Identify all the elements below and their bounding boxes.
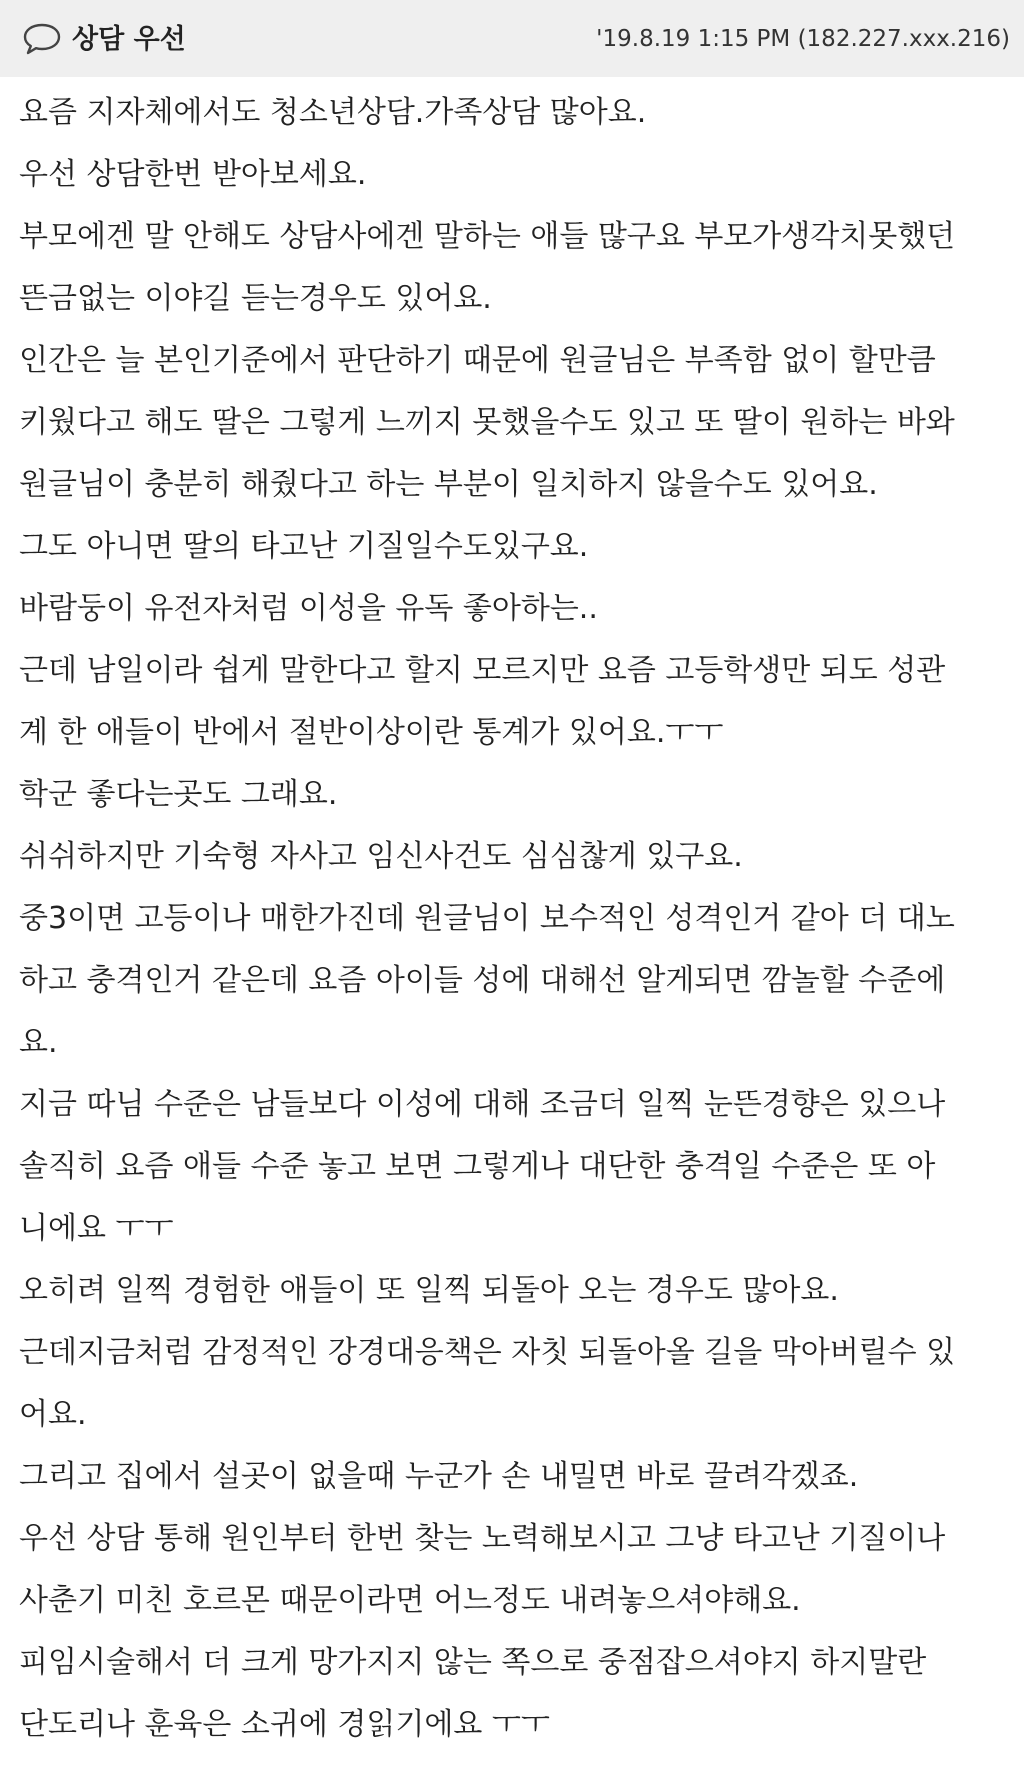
comment-line: 오히려 일찍 경험한 애들이 또 일찍 되돌아 오는 경우도 많아요. [19,1273,839,1308]
comment-line: 요즘 지자체에서도 청소년상담.가족상담 많아요. [19,95,647,130]
comment-line: 지금 따님 수준은 남들보다 이성에 대해 조금더 일찍 눈뜬경향은 있으나 [19,1087,946,1122]
comment-line: 요. [19,1025,58,1060]
comment-line: 사춘기 미친 호르몬 때문이라면 어느정도 내려놓으셔야해요. [19,1583,801,1618]
comment-author[interactable] [22,19,186,58]
comment-line: 원글님이 충분히 해줬다고 하는 부분이 일치하지 않을수도 있어요. [19,467,878,502]
comment-line: 인간은 늘 본인기준에서 판단하기 때문에 원글님은 부족함 없이 할만큼 [19,343,936,378]
author-name: 상담 우선 [72,24,186,55]
comment-line: 키웠다고 해도 딸은 그렇게 느끼지 못했을수도 있고 또 딸이 원하는 바와 [19,405,955,440]
comment-line: 어요. [19,1397,87,1432]
comment-line: 피임시술해서 더 크게 망가지지 않는 쪽으로 중점잡으셔야지 하지말란 [19,1645,927,1680]
comment-line: 중3이면 고등이나 매한가진데 원글님이 보수적인 성격인거 같아 더 대노 [19,901,955,936]
comment-line: 단도리나 훈육은 소귀에 경읽기에요 ㅜㅜ [19,1707,550,1742]
comment-line: 쉬쉬하지만 기숙형 자사고 임신사건도 심심찮게 있구요. [19,839,743,874]
comment-body [0,77,1024,1756]
comment-line: 우선 상담한번 받아보세요. [19,157,367,192]
comment-line: 계 한 애들이 반에서 절반이상이란 통계가 있어요.ㅜㅜ [19,715,724,750]
comment-line: 그도 아니면 딸의 타고난 기질일수도있구요. [19,529,589,564]
comment-header [0,0,1024,77]
comment-line: 하고 충격인거 같은데 요즘 아이들 성에 대해선 알게되면 깜놀할 수준에 [19,963,946,998]
comment-line: 뜬금없는 이야길 듣는경우도 있어요. [19,281,492,316]
comment-line: 바람둥이 유전자처럼 이성을 유독 좋아하는.. [19,591,598,626]
comment-meta: '19.8.19 1:15 PM (182.227.xxx.216) [596,25,1010,52]
comment-line: 그리고 집에서 설곳이 없을때 누군가 손 내밀면 바로 끌려각겠죠. [19,1459,859,1494]
comment-line: 솔직히 요즘 애들 수준 놓고 보면 그렇게나 대단한 충격일 수준은 또 아 [19,1149,936,1184]
comment-line: 우선 상담 통해 원인부터 한번 찾는 노력해보시고 그냥 타고난 기질이나 [19,1521,946,1556]
speech-bubble-icon [22,21,62,57]
comment-line: 학군 좋다는곳도 그래요. [19,777,338,812]
comment-line: 니에요 ㅜㅜ [19,1211,174,1246]
comment-line: 부모에겐 말 안해도 상담사에겐 말하는 애들 많구요 부모가생각치못했던 [19,219,956,254]
comment-line: 근데 남일이라 쉽게 말한다고 할지 모르지만 요즘 고등학생만 되도 성관 [19,653,946,688]
comment-line: 근데지금처럼 감정적인 강경대응책은 자칫 되돌아올 길을 막아버릴수 있 [19,1335,956,1370]
